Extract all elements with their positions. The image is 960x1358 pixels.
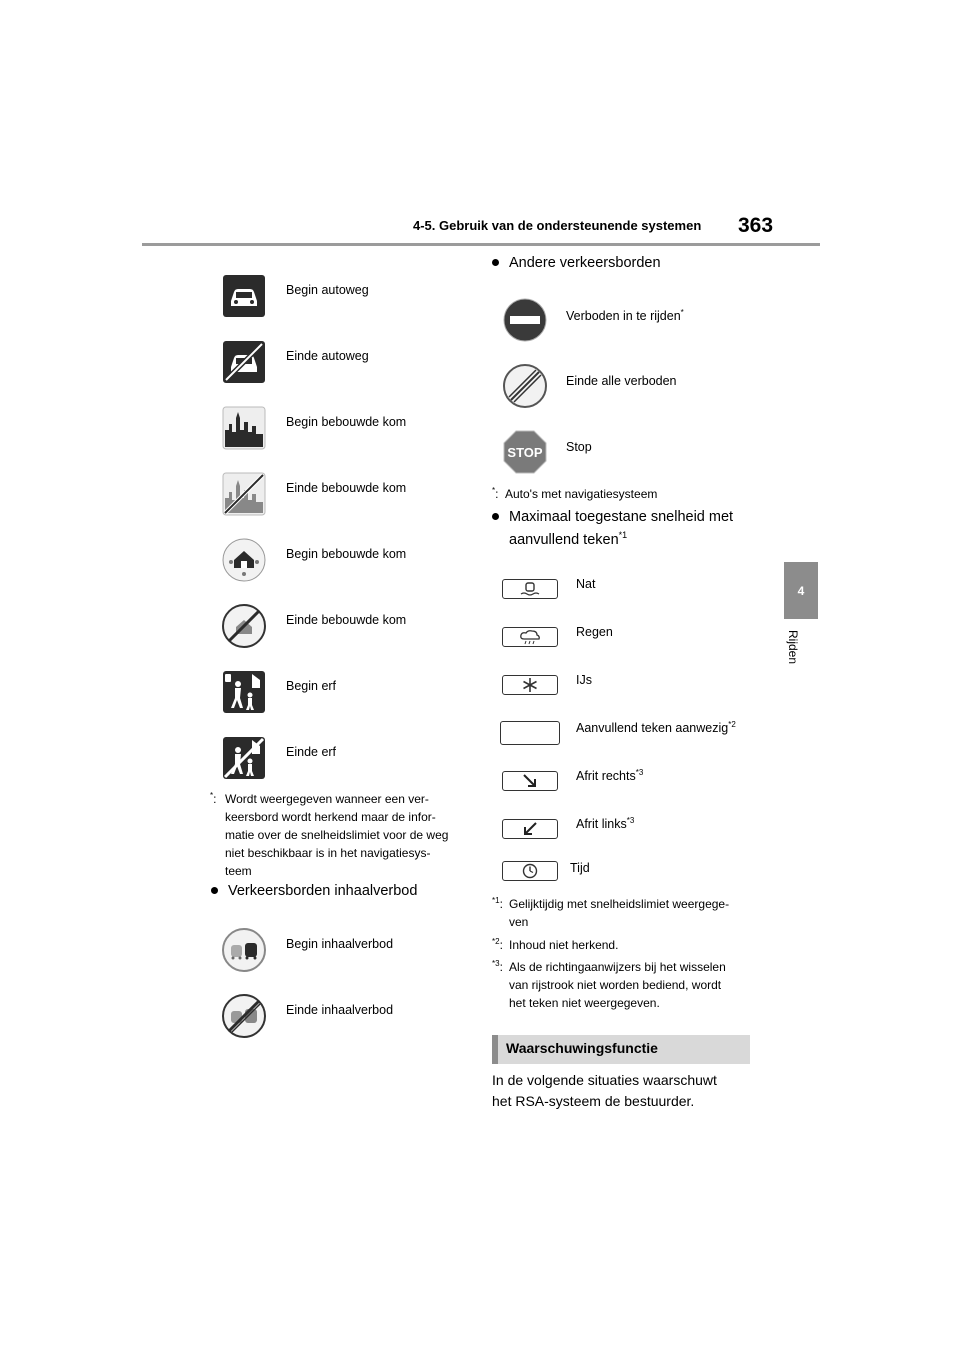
footnote-line: keersbord wordt herkend maar de infor- bbox=[225, 810, 436, 824]
speed-heading: Maximaal toegestane snelheid met bbox=[492, 509, 733, 525]
footnote-line: niet beschikbaar is in het navigatiesys- bbox=[225, 846, 431, 860]
arrow-down-right-icon bbox=[502, 771, 558, 791]
section-title: 4-5. Gebruik van de ondersteunende systemen bbox=[413, 218, 702, 233]
sign-label: Regen bbox=[576, 625, 613, 639]
warning-heading: Waarschuwingsfunctie bbox=[492, 1035, 750, 1064]
town-round-crossed-icon bbox=[222, 604, 266, 648]
no-entry-icon bbox=[503, 298, 547, 342]
speed-heading-line2: aanvullend teken$^{*1}$ bbox=[509, 530, 628, 548]
sign-label: Begin autoweg bbox=[286, 283, 369, 297]
sign-label: Afrit links$^{*3}$ bbox=[576, 815, 635, 831]
wet-road-icon bbox=[502, 579, 558, 599]
footnote-other-signs: *: Auto's met navigatiesysteem bbox=[492, 486, 658, 501]
sign-label: Tijd bbox=[570, 861, 590, 875]
chapter-number: 4 bbox=[797, 583, 805, 598]
chapter-title: Rijden bbox=[786, 630, 800, 665]
no-overtaking-icon bbox=[222, 928, 266, 972]
sign-label: Einde erf bbox=[286, 745, 337, 759]
sign-label: Begin bebouwde kom bbox=[286, 415, 407, 429]
footnote-2: $^{*2}$: Inhoud niet herkend. bbox=[492, 937, 619, 952]
page-number: 363 bbox=[738, 214, 774, 237]
arrow-down-left-icon bbox=[502, 819, 558, 839]
city-silhouette-crossed-icon bbox=[222, 472, 266, 516]
city-silhouette-icon bbox=[222, 406, 266, 450]
sign-label: Einde bebouwde kom bbox=[286, 481, 407, 495]
header-rule bbox=[142, 243, 820, 246]
sign-label: Begin erf bbox=[286, 679, 337, 693]
sign-label: Einde autoweg bbox=[286, 349, 369, 363]
town-round-icon bbox=[222, 538, 266, 582]
blank-plate-icon bbox=[500, 721, 560, 745]
no-overtaking-end-icon bbox=[222, 994, 266, 1038]
footnote-line: matie over de snelheidslimiet voor de weg bbox=[225, 828, 449, 842]
car-icon bbox=[222, 274, 266, 318]
rain-cloud-icon bbox=[502, 627, 558, 647]
sign-label: Stop bbox=[566, 440, 592, 454]
sign-label: Aanvullend teken aanwezig$^{*2}$ bbox=[576, 719, 736, 735]
snowflake-icon bbox=[502, 675, 558, 695]
sign-label: Verboden in te rijden* bbox=[566, 307, 684, 323]
residential-zone-crossed-icon bbox=[222, 736, 266, 780]
footnote-line: Wordt weergegeven wanneer een ver- bbox=[225, 792, 429, 806]
bullet-icon bbox=[211, 887, 218, 894]
footnote-line: teem bbox=[225, 864, 252, 878]
sign-label: Afrit rechts$^{*3}$ bbox=[576, 767, 644, 783]
sign-label: Begin bebouwde kom bbox=[286, 547, 407, 561]
overtaking-heading: Verkeersborden inhaalverbod bbox=[211, 883, 417, 899]
residential-zone-icon bbox=[222, 670, 266, 714]
car-crossed-icon bbox=[222, 340, 266, 384]
stop-sign-icon bbox=[503, 430, 547, 474]
end-restrictions-icon bbox=[503, 364, 547, 408]
sign-label: Einde alle verboden bbox=[566, 374, 677, 388]
sign-label: IJs bbox=[576, 673, 592, 687]
footnote-3: $^{*3}$: Als de richtingaanwijzers bij het wisselen van rijstrook niet worden bediend, wordt het teken niet weergegeven. bbox=[492, 959, 726, 1010]
stop-sign-text: STOP bbox=[507, 445, 543, 460]
bullet-icon bbox=[492, 259, 499, 266]
chapter-tab[interactable] bbox=[784, 562, 818, 619]
warning-text-line: het RSA-systeem de bestuurder. bbox=[492, 1093, 695, 1109]
footnote-navigation: *: Wordt weergegeven wanneer een ver- keersbord wordt herkend maar de infor- matie over de snelheidslimiet voor de weg niet beschikbaar is in het navigatiesys- teem bbox=[210, 791, 449, 878]
clock-icon bbox=[502, 861, 558, 881]
footnote-1: $^{*1}$: Gelijktijdig met snelheidslimiet weergege- ven bbox=[492, 896, 730, 929]
sign-label: Begin inhaalverbod bbox=[286, 937, 394, 951]
footnote-marker: * bbox=[210, 791, 214, 800]
sign-label: Einde inhaalverbod bbox=[286, 1003, 394, 1017]
sign-label: Einde bebouwde kom bbox=[286, 613, 407, 627]
sign-label: Nat bbox=[576, 577, 596, 591]
other-signs-heading: Andere verkeersborden bbox=[492, 255, 661, 271]
warning-text-line: In de volgende situaties waarschuwt bbox=[492, 1072, 717, 1088]
bullet-icon bbox=[492, 513, 499, 520]
